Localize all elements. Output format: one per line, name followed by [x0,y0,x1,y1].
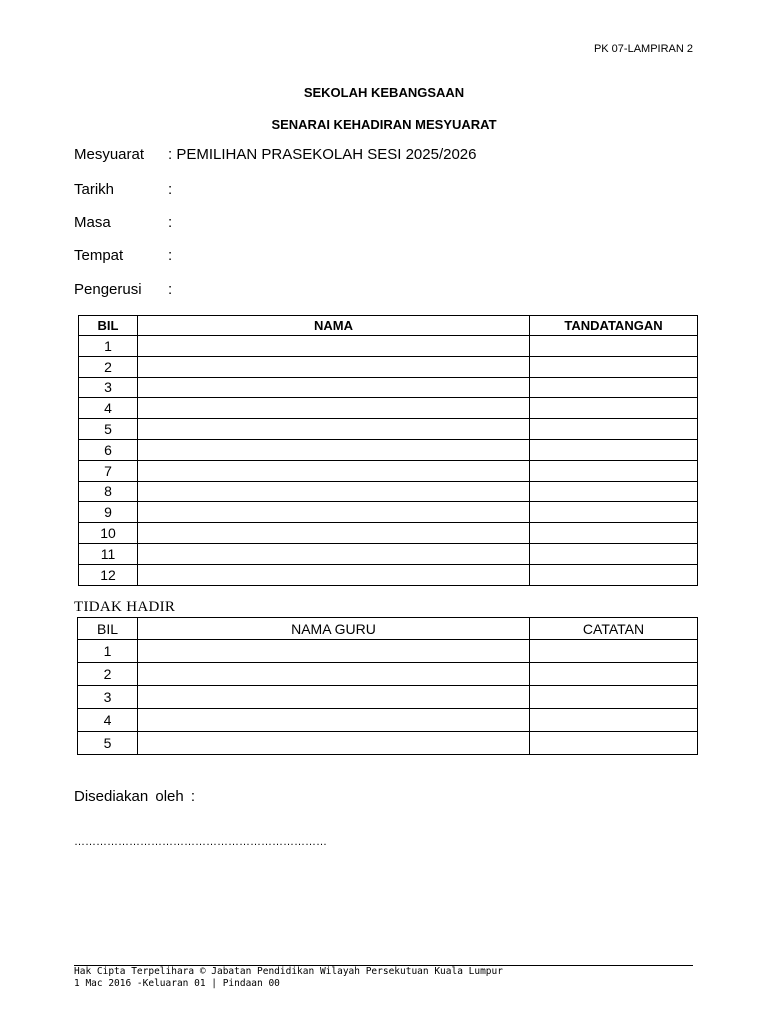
column-header-nama: NAMA [138,316,530,336]
signature-cell[interactable] [530,543,698,564]
name-cell[interactable] [138,732,530,755]
table-row [78,663,698,686]
name-cell[interactable] [138,377,530,398]
table-row [78,640,698,663]
table-header-row [78,618,698,640]
field-label: Tarikh [74,181,115,198]
table-row [78,732,698,755]
table-row [79,564,698,585]
footer-copyright: Hak Cipta Terpelihara © Jabatan Pendidikan Wilayah Persekutuan Kuala Lumpur [74,966,503,977]
row-number: 10 [79,523,138,544]
table-row [79,460,698,481]
name-cell[interactable] [138,709,530,732]
row-number: 5 [79,419,138,440]
signature-cell[interactable] [530,356,698,377]
table-row [79,356,698,377]
signature-cell[interactable] [530,398,698,419]
column-header-bil: BIL [78,618,138,640]
name-cell[interactable] [138,564,530,585]
field-label: Tempat [74,247,124,264]
signature-cell[interactable] [530,481,698,502]
attendance-table [78,315,698,586]
name-cell[interactable] [138,686,530,709]
school-heading: SEKOLAH KEBANGSAAN [303,85,465,100]
field-value: : PEMILIHAN PRASEKOLAH SESI 2025/2026 [168,146,477,163]
field-masa [74,213,172,233]
name-cell[interactable] [138,419,530,440]
field-value: : [168,214,173,231]
field-tempat [74,246,172,266]
row-number: 1 [79,336,138,357]
table-row [78,709,698,732]
row-number: 2 [78,663,138,686]
absent-table [77,617,698,755]
field-label: Mesyuarat [74,146,145,163]
row-number: 11 [79,543,138,564]
row-number: 4 [78,709,138,732]
table-row [79,336,698,357]
signature-cell[interactable] [530,336,698,357]
row-number: 3 [79,377,138,398]
field-tarikh [74,180,172,200]
row-number: 9 [79,502,138,523]
footer-version: 1 Mac 2016 -Keluaran 01 | Pindaan 00 [74,978,280,989]
signature-cell[interactable] [530,523,698,544]
note-cell[interactable] [530,709,698,732]
row-number: 7 [79,460,138,481]
prepared-by-label: Disediakan oleh : [74,788,196,805]
signature-cell[interactable] [530,460,698,481]
field-value: : [168,281,173,298]
name-cell[interactable] [138,640,530,663]
column-header-tandatangan: TANDATANGAN [530,316,698,336]
document-title: SENARAI KEHADIRAN MESYUARAT [271,117,497,132]
table-row [79,523,698,544]
name-cell[interactable] [138,460,530,481]
signature-line: …………………………………………………………… [74,836,327,848]
field-value: : [168,181,173,198]
table-header-row [79,316,698,336]
signature-cell[interactable] [530,377,698,398]
row-number: 12 [79,564,138,585]
note-cell[interactable] [530,686,698,709]
name-cell[interactable] [138,336,530,357]
row-number: 8 [79,481,138,502]
name-cell[interactable] [138,481,530,502]
row-number: 6 [79,439,138,460]
note-cell[interactable] [530,732,698,755]
column-header-nama-guru: NAMA GURU [138,618,530,640]
note-cell[interactable] [530,663,698,686]
table-row [79,419,698,440]
signature-cell[interactable] [530,439,698,460]
table-row [79,398,698,419]
row-number: 2 [79,356,138,377]
name-cell[interactable] [138,356,530,377]
field-value: : [168,247,173,264]
field-pengerusi [74,280,172,300]
field-label: Pengerusi [74,281,142,298]
table-row [79,481,698,502]
name-cell[interactable] [138,439,530,460]
name-cell[interactable] [138,663,530,686]
document-code: PK 07-LAMPIRAN 2 [593,43,693,55]
column-header-catatan: CATATAN [530,618,698,640]
row-number: 1 [78,640,138,663]
name-cell[interactable] [138,543,530,564]
signature-cell[interactable] [530,419,698,440]
field-mesyuarat [74,145,476,165]
name-cell[interactable] [138,523,530,544]
row-number: 5 [78,732,138,755]
table-row [79,377,698,398]
field-label: Masa [74,214,111,231]
table-row [79,439,698,460]
name-cell[interactable] [138,502,530,523]
row-number: 3 [78,686,138,709]
table-row [79,543,698,564]
absent-section-title: TIDAK HADIR [74,599,176,615]
column-header-bil: BIL [79,316,138,336]
signature-cell[interactable] [530,502,698,523]
table-row [79,502,698,523]
name-cell[interactable] [138,398,530,419]
note-cell[interactable] [530,640,698,663]
table-row [78,686,698,709]
signature-cell[interactable] [530,564,698,585]
row-number: 4 [79,398,138,419]
